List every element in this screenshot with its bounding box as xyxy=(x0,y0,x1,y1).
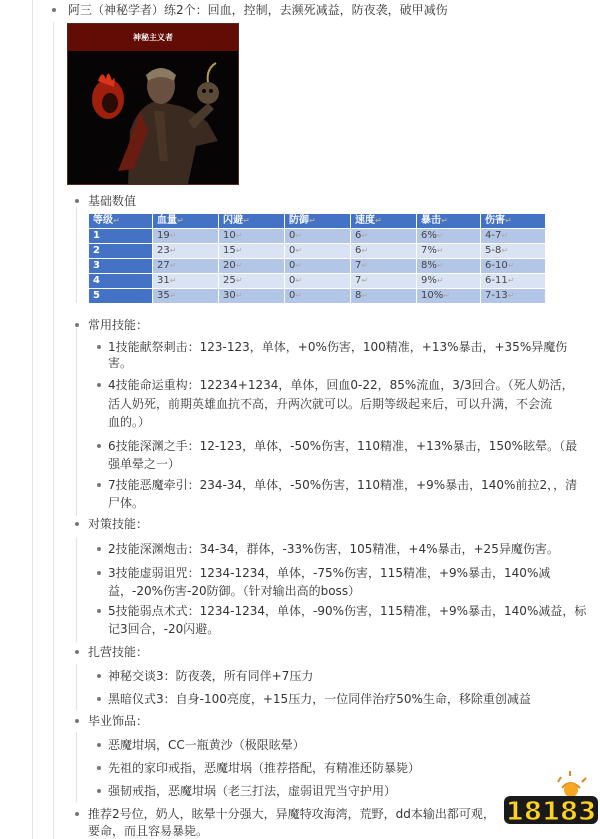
cell: 10↵ xyxy=(219,229,285,244)
skill-7-line-2: 尸体。 xyxy=(108,496,145,510)
bullet-icon xyxy=(75,199,79,203)
watermark-text: 18183 xyxy=(505,797,597,827)
skill-5-line-1: 5技能弱点术式：1234-1234，单体，-90%伤害，115精准，+9%暴击，140%减益，标 xyxy=(108,604,587,618)
bullet-icon xyxy=(75,522,79,526)
cell: 30↵ xyxy=(219,289,285,304)
cell: 0↵ xyxy=(285,289,351,304)
cell: 19↵ xyxy=(153,229,219,244)
bullet-icon xyxy=(75,650,79,654)
cell-level: 2 xyxy=(89,244,153,259)
bullet-icon xyxy=(97,789,101,793)
camp-skill-1: 神秘交谈3：防夜袭，所有同伴+7压力 xyxy=(108,669,314,683)
col-header-level: 等级↵ xyxy=(89,214,153,229)
cell: 0↵ xyxy=(285,259,351,274)
recommendation-line-1: 推荐2号位，奶人，眩晕十分强大，异魔特攻海湾，荒野，dd本输出都可观， xyxy=(88,807,495,821)
bullet-icon xyxy=(97,571,101,575)
table-row xyxy=(89,229,546,244)
trinkets-heading: 毕业饰品： xyxy=(88,714,149,728)
skill-6-line-1: 6技能深渊之手：12-123，单体，-50%伤害，110精准，+13%暴击，150%眩晕。（最 xyxy=(108,439,578,453)
bullet-icon xyxy=(97,345,101,349)
cell-level: 1 xyxy=(89,229,153,244)
cell: 0↵ xyxy=(285,244,351,259)
cell: 7↵ xyxy=(351,259,417,274)
cell: 0↵ xyxy=(285,229,351,244)
cell: 6-10↵ xyxy=(481,259,546,274)
trinket-3: 强韧戒指，恶魔坩埚（老三打法，虚弱诅咒当守护用） xyxy=(108,784,397,798)
cell: 0↵ xyxy=(285,274,351,289)
level2-guide-stats xyxy=(76,207,77,303)
cell-level: 3 xyxy=(89,259,153,274)
cell: 15↵ xyxy=(219,244,285,259)
skill-1-line-2: 害。 xyxy=(108,356,133,370)
cell: 7%↵ xyxy=(417,244,481,259)
skill-5-line-2: 记3回合，-20闪避。 xyxy=(108,622,220,636)
cell: 8%↵ xyxy=(417,259,481,274)
occultist-image xyxy=(67,23,239,185)
cell: 10%↵ xyxy=(417,289,481,304)
stats-table xyxy=(88,213,546,304)
cell: 6-11↵ xyxy=(481,274,546,289)
cell: 7-13↵ xyxy=(481,289,546,304)
page-guide-left xyxy=(32,0,33,839)
cell: 25↵ xyxy=(219,274,285,289)
skill-7-line-1: 7技能恶魔牵引：234-34，单体，-50%伤害，110精准，+9%暴击，140%前拉2，，清 xyxy=(108,478,578,492)
bullet-icon xyxy=(97,743,101,747)
image-banner: 神秘主义者 xyxy=(68,24,238,51)
counter-skills-heading: 对策技能： xyxy=(88,517,149,531)
cell: 6↵ xyxy=(351,229,417,244)
cell-level: 4 xyxy=(89,274,153,289)
level1-guide xyxy=(53,22,54,839)
cell: 20↵ xyxy=(219,259,285,274)
col-header-hp: 血量↵ xyxy=(153,214,219,229)
cell: 9%↵ xyxy=(417,274,481,289)
skill-4-line-3: 血的。） xyxy=(108,415,151,429)
bullet-icon xyxy=(97,547,101,551)
table-row xyxy=(89,259,546,274)
level2-guide-common xyxy=(76,328,77,516)
recommendation-line-2: 要命，而且容易暴毙。 xyxy=(88,824,209,838)
occultist-portrait-icon xyxy=(68,51,238,184)
site-logo-icon xyxy=(500,770,600,839)
section-title: 阿三（神秘学者）练2个：回血，控制，去濒死减益，防夜袭，破甲减伤 xyxy=(68,3,448,17)
col-header-dodge: 闪避↵ xyxy=(219,214,285,229)
skill-3-line-2: 益，-20%伤害-20防御。（针对输出高的boss） xyxy=(108,584,361,598)
cell-level: 5 xyxy=(89,289,153,304)
table-row xyxy=(89,289,546,304)
col-header-speed: 速度↵ xyxy=(351,214,417,229)
table-row xyxy=(89,244,546,259)
cell: 7↵ xyxy=(351,274,417,289)
skill-2-line-1: 2技能深渊炮击：34-34，群体，-33%伤害，105精准，+4%暴击，+25异魔伤害。 xyxy=(108,542,559,556)
bullet-icon xyxy=(97,444,101,448)
table-row xyxy=(89,274,546,289)
skill-6-line-2: 强单晕之一） xyxy=(108,457,181,471)
cell: 35↵ xyxy=(153,289,219,304)
skill-1-line-1: 1技能献祭刺击：123-123，单体，+0%伤害，100精准，+13%暴击，+35%异魔伤 xyxy=(108,340,568,354)
level2-guide-counter xyxy=(76,538,77,642)
cell: 23↵ xyxy=(153,244,219,259)
cell: 5-8↵ xyxy=(481,244,546,259)
bullet-icon xyxy=(52,8,56,12)
skill-4-line-2: 活人奶死，前期英雄血抗不高，升两次就可以。后期等级起来后，可以升满，不会流 xyxy=(108,397,553,411)
cell: 4-7↵ xyxy=(481,229,546,244)
bullet-icon xyxy=(75,812,79,816)
cell: 6%↵ xyxy=(417,229,481,244)
bullet-icon xyxy=(97,609,101,613)
stats-heading: 基础数值 xyxy=(88,194,137,208)
bullet-icon xyxy=(97,674,101,678)
bullet-icon xyxy=(97,697,101,701)
cell: 27↵ xyxy=(153,259,219,274)
table-header-row xyxy=(89,214,546,229)
col-header-crit: 暴击↵ xyxy=(417,214,481,229)
col-header-prot: 防御↵ xyxy=(285,214,351,229)
bullet-icon xyxy=(75,323,79,327)
level2-guide-trinkets xyxy=(76,732,77,802)
level2-guide-camp xyxy=(76,664,77,710)
common-skills-heading: 常用技能： xyxy=(88,318,149,332)
trinket-2: 先祖的家印戒指，恶魔坩埚（推荐搭配，有精准还防暴毙） xyxy=(108,761,421,775)
skill-4-line-1: 4技能命运重构：12234+1234，单体，回血0-22，85%流血，3/3回合。（死人奶活， xyxy=(108,378,574,392)
cell: 8↵ xyxy=(351,289,417,304)
bullet-icon xyxy=(75,719,79,723)
bullet-icon xyxy=(97,383,101,387)
col-header-damage: 伤害↵ xyxy=(481,214,546,229)
camp-skill-2: 黑暗仪式3：自身-100亮度，+15压力，一位同伴治疗50%生命，移除重创减益 xyxy=(108,692,531,706)
camp-skills-heading: 扎营技能： xyxy=(88,645,149,659)
trinket-1: 恶魔坩埚，CC一瓶黄沙（极限眩晕） xyxy=(108,738,305,752)
cell: 31↵ xyxy=(153,274,219,289)
bullet-icon xyxy=(97,483,101,487)
bullet-icon xyxy=(97,766,101,770)
skill-3-line-1: 3技能虚弱诅咒：1234-1234，单体，-75%伤害，115精准，+9%暴击，140%减 xyxy=(108,566,551,580)
cell: 6↵ xyxy=(351,244,417,259)
